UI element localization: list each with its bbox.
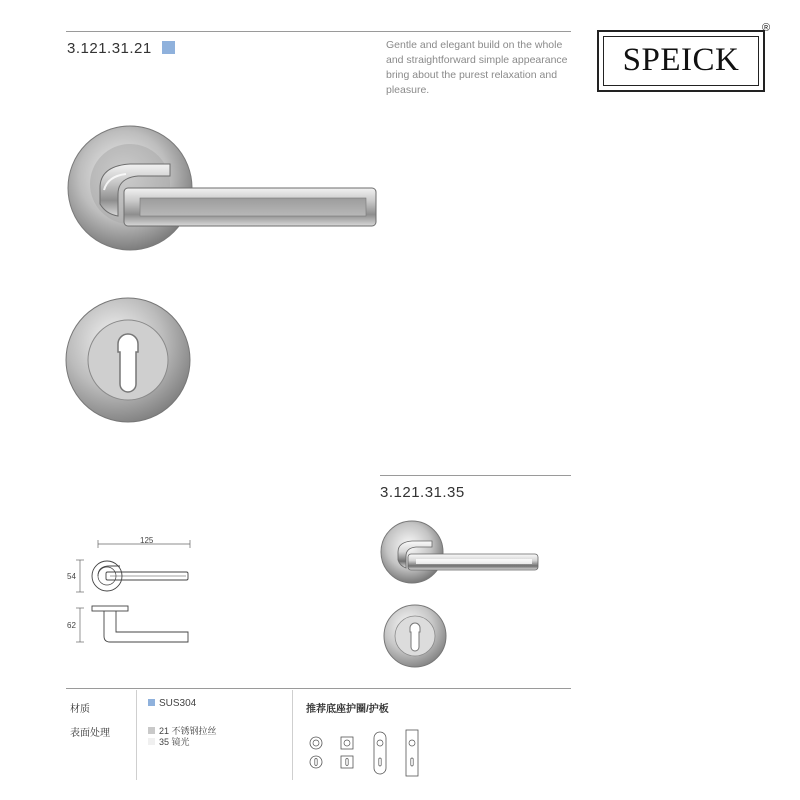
registered-mark: ® (762, 22, 771, 34)
finish-color-chip-1 (148, 727, 155, 734)
finish-option-2 (148, 735, 190, 748)
square-keyhole-icon (341, 756, 353, 768)
material-value-text: SUS304 (159, 698, 197, 709)
dimension-length: 125 (140, 536, 154, 545)
finish-option-2-text: 35 镜光 (159, 737, 190, 747)
dimension-rose-height: 54 (67, 572, 76, 581)
finish-option-1-text: 21 不锈钢拉丝 (159, 726, 217, 736)
spec-table-rule (66, 688, 571, 689)
narrow-plate-square-icon (406, 730, 418, 776)
model-color-swatch (162, 41, 175, 54)
logo-text: SPEICK (622, 42, 740, 78)
finish-color-chip-2 (148, 738, 155, 745)
escutcheon-variant-image (381, 602, 453, 674)
technical-drawing (60, 530, 200, 650)
model-code-variant: 3.121.31.35 (380, 484, 465, 501)
round-rose-icon (310, 737, 322, 749)
brand-logo (597, 30, 765, 92)
finish-label: 表面处理 (70, 728, 110, 739)
material-color-chip (148, 699, 155, 706)
round-keyhole-icon (310, 756, 322, 768)
variant-section-rule (380, 475, 571, 476)
lever-handle-image (60, 118, 390, 258)
lever-handle-variant-image (378, 518, 542, 590)
model-code-main (67, 40, 175, 58)
rose-plate-icons (300, 728, 430, 778)
narrow-plate-round-icon (374, 732, 386, 774)
top-rule-left (66, 31, 571, 32)
product-description (386, 38, 586, 98)
description-line-1: Gentle and elegant build on the whole (386, 39, 563, 51)
description-line-2: and straightforward simple appearance (386, 54, 568, 66)
description-line-3: bring about the purest relaxation and (386, 69, 558, 81)
escutcheon-image (62, 292, 202, 432)
material-value (148, 698, 196, 709)
material-label: 材质 (70, 704, 90, 715)
spec-divider-2 (292, 690, 293, 780)
dimension-projection: 62 (67, 621, 76, 630)
model-code-text: 3.121.31.21 (67, 40, 152, 57)
spec-divider-1 (136, 690, 137, 780)
recommended-label: 推荐底座护圈/护板 (306, 704, 389, 715)
description-line-4: pleasure. (386, 84, 430, 96)
square-rose-icon (341, 737, 353, 749)
